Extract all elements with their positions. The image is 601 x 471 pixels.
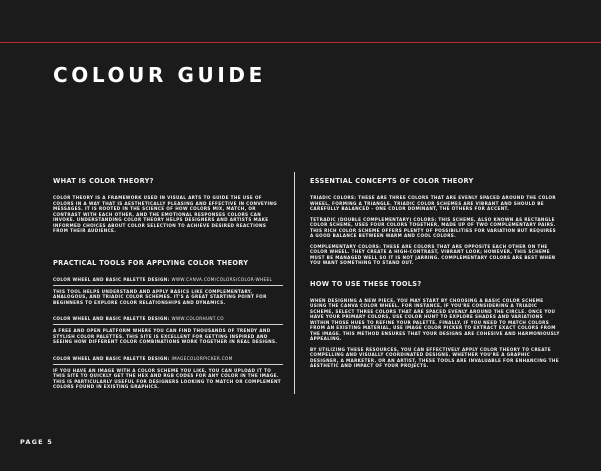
tool-heading [53,277,283,286]
tool-item [53,277,283,306]
triadic-colors-paragraph: TRIADIC COLORS: THESE ARE THREE COLORS THAT ARE EVENLY SPACED AROUND THE COLOR WHEEL, FORMING A TRIANGLE. TRIADIC COLOR SCHEMES ARE VIBRANT AND SHOULD BE CAREFULLY BALANCED – ONE COLOR DOMINANT, THE OTHERS FOR ACCENT. [310,195,556,211]
complementary-colors-paragraph: COMPLEMENTARY COLORS: THESE ARE COLORS THAT ARE OPPOSITE EACH OTHER ON THE COLOR WHEEL. THEY CREATE A HIGH-CONTRAST, VIBRANT LOOK; HOWEVER, THIS SCHEME MUST BE MANAGED WELL SO IT IS NOT JARRING. COMPLEMENTARY COLORS ARE BEST WHEN YOU WANT SOMETHING TO STAND OUT. [310,243,556,265]
tool-item [53,356,283,390]
image-color-picker-link[interactable]: IMAGECOLORPICKER.COM [171,355,233,361]
what-is-color-theory-body: COLOR THEORY IS A FRAMEWORK USED IN VISUAL ARTS TO GUIDE THE USE OF COLORS IN A WAY THAT IS AESTHETICALLY PLEASING AND EFFECTIVE IN CONVEYING MESSAGES. IT IS ROOTED IN THE SCIENCE OF HOW COLORS MIX, MATCH, OR CONTRAST WITH EACH OTHER, AND THE EMOTIONAL RESPONSES COLORS CAN INVOKE. UNDERSTANDING COLOR THEORY HELPS DESIGNERS AND ARTISTS MAKE INFORMED CHOICES ABOUT COLOR SELECTION TO ACHIEVE DESIRED REACTIONS FROM THEIR AUDIENCE. [53,195,278,233]
tetradic-colors-paragraph: TETRADIC (DOUBLE COMPLEMENTARY) COLORS: THIS SCHEME, ALSO KNOWN AS RECTANGLE COLOR SCHEME, USES FOUR COLORS TOGETHER, MADE UP OF TWO COMPLEMENTARY PAIRS. THIS RICH COLOR SCHEME OFFERS PLENTY OF POSSIBILITIES FOR VARIATION BUT REQUIRES A GOOD BALANCE BETWEEN WARM AND COOL COLORS. [310,216,557,238]
right-column [310,172,560,369]
tool-description: A FREE AND OPEN PLATFORM WHERE YOU CAN FIND THOUSANDS OF TRENDY AND STYLISH COLOR PALETTES. THIS SITE IS EXCELLENT FOR GETTING INSPIRED AND SEEING HOW DIFFERENT COLOR COMBINATIONS WORK TOGETHER IN REAL DESIGNS. [53,328,278,344]
essential-concepts-heading: ESSENTIAL CONCEPTS OF COLOR THEORY [310,177,474,185]
tool-description: THIS TOOL HELPS UNDERSTAND AND APPLY BASICS LIKE COMPLEMENTARY, ANALOGOUS, AND TRIADIC COLOR SCHEMES. IT'S A GREAT STARTING POINT FOR BEGINNERS TO EXPLORE COLOR RELATIONSHIPS AND DYNAMICS. [53,288,267,305]
tool-label: COLOR WHEEL AND BASIC PALETTE DESIGN: [53,316,170,321]
colorhunt-link[interactable]: WWW.COLORHUNT.CO [171,316,224,321]
practical-tools-heading: PRACTICAL TOOLS FOR APPLYING COLOR THEORY [53,258,249,267]
tool-label: COLOR WHEEL AND BASIC PALETTE DESIGN: [53,355,170,361]
tool-heading [53,316,283,325]
page-title: COLOUR GUIDE [53,63,266,87]
canva-color-wheel-link[interactable]: WWW.CANVA.COM/COLORS/COLOR-WHEEL [171,276,273,282]
tool-heading [53,356,283,365]
tool-description: IF YOU HAVE AN IMAGE WITH A COLOR SCHEME YOU LIKE, YOU CAN UPLOAD IT TO THIS SITE TO QUICKLY GET THE HEX AND RGB CODES FOR ANY COLOR IN THE IMAGE. THIS IS PARTICULARLY USEFUL FOR DESIGNERS LOOKING TO MATCH OR COMPLEMENT COLORS FOUND IN EXISTING GRAPHICS. [53,367,282,389]
tool-item [53,316,283,345]
left-column [53,172,283,390]
how-to-use-paragraph: WHEN DESIGNING A NEW PIECE, YOU MAY START BY CHOOSING A BASIC COLOR SCHEME USING THE CANVA COLOR WHEEL. FOR INSTANCE, IF YOU'RE CONSIDERING A TRIADIC SCHEME, SELECT THREE COLORS THAT ARE SPACED EVENLY AROUND THE CIRCLE. ONCE YOU HAVE YOUR PRIMARY COLORS, USE COLOR HUNT TO EXPLORE SHADES AND VARIATIONS WITHIN THOSE HUES TO REFINE YOUR PALETTE. FINALLY, IF YOU NEED TO MATCH COLORS FROM AN EXISTING MATERIAL, USE IMAGE COLOR PICKER TO EXTRACT EXACT COLORS FROM THE IMAGE. THIS METHOD ENSURES THAT YOUR DESIGNS ARE COHESIVE AND HARMONIOUSLY APPEALING. [310,297,560,341]
page-number: PAGE 5 [20,438,53,446]
tool-label: COLOR WHEEL AND BASIC PALETTE DESIGN: [53,276,170,282]
how-to-use-heading: HOW TO USE THESE TOOLS? [310,279,422,288]
column-divider [294,172,295,394]
what-is-color-theory-heading: WHAT IS COLOR THEORY? [53,177,154,185]
top-red-rule [0,42,601,43]
how-to-use-summary-paragraph: BY UTILIZING THESE RESOURCES, YOU CAN EFFECTIVELY APPLY COLOR THEORY TO CREATE COMPELLING AND VISUALLY COORDINATED DESIGNS. WHETHER YOU'RE A GRAPHIC DESIGNER, A MARKETER, OR AN ARTIST, THESE TOOLS ARE INVALUABLE FOR ENHANCING THE AESTHETIC AND IMPACT OF YOUR PROJECTS. [310,346,559,368]
